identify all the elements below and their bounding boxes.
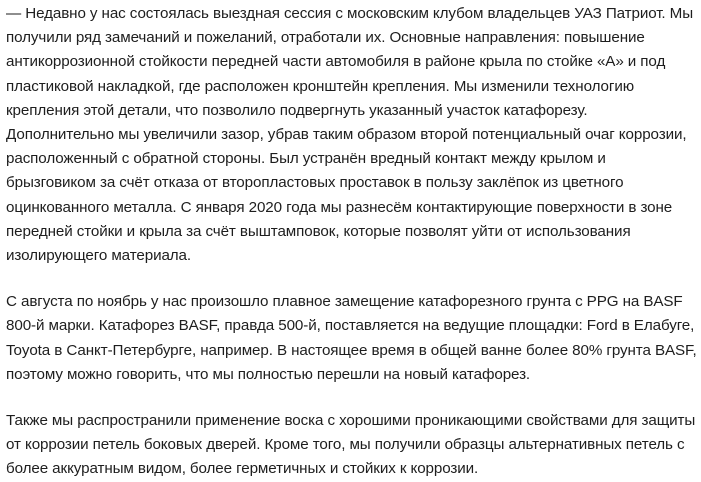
- paragraph-cataphoresis-primer: С августа по ноябрь у нас произошло плавное замещение катафорезного грунта с PPG на BASF 800-й марки. Катафорез BASF, правда 500-й, поставляется на ведущие площадки: Ford в Елабуге, Toyota в Санкт-Петербурге, например. В настоящее время в общей ванне более 80% грунта BASF, поэтому можно говорить, что мы полностью перешли на новый катафорез.: [6, 293, 697, 383]
- paragraph-uaz-patriot-feedback: — Недавно у нас состоялась выездная сессия с московским клубом владельцев УАЗ Патриот. Мы получили ряд замечаний и пожеланий, отработали их. Основные направления: повышение антикоррозионной стойкости передней части автомобиля в районе крыла по стойке «А» и под пластиковой накладкой, где расположен кронштейн крепления. Мы изменили технологию крепления этой детали, что позволило подвергнуть указанный участок катафорезу. Дополнительно мы увеличили зазор, убрав таким образом второй потенциальный очаг коррозии, расположенный с обратной стороны. Был устранён вредный контакт между крылом и брызговиком за счёт отказа от второпластовых проставок в пользу заклёпок из цветного оцинкованного металла. С января 2020 года мы разнесём контактирующие поверхности в зоне передней стойки и крыла за счёт выштамповок, которые позволят уйти от использования изолирующего материала.: [6, 5, 694, 265]
- paragraph-door-hinges: Также мы распространили применение воска с хорошими проникающими свойствами для защиты от коррозии петель боковых дверей. Кроме того, мы получили образцы альтернативных петель с более аккуратным видом, более герметичных и стойких к коррозии.: [6, 412, 696, 478]
